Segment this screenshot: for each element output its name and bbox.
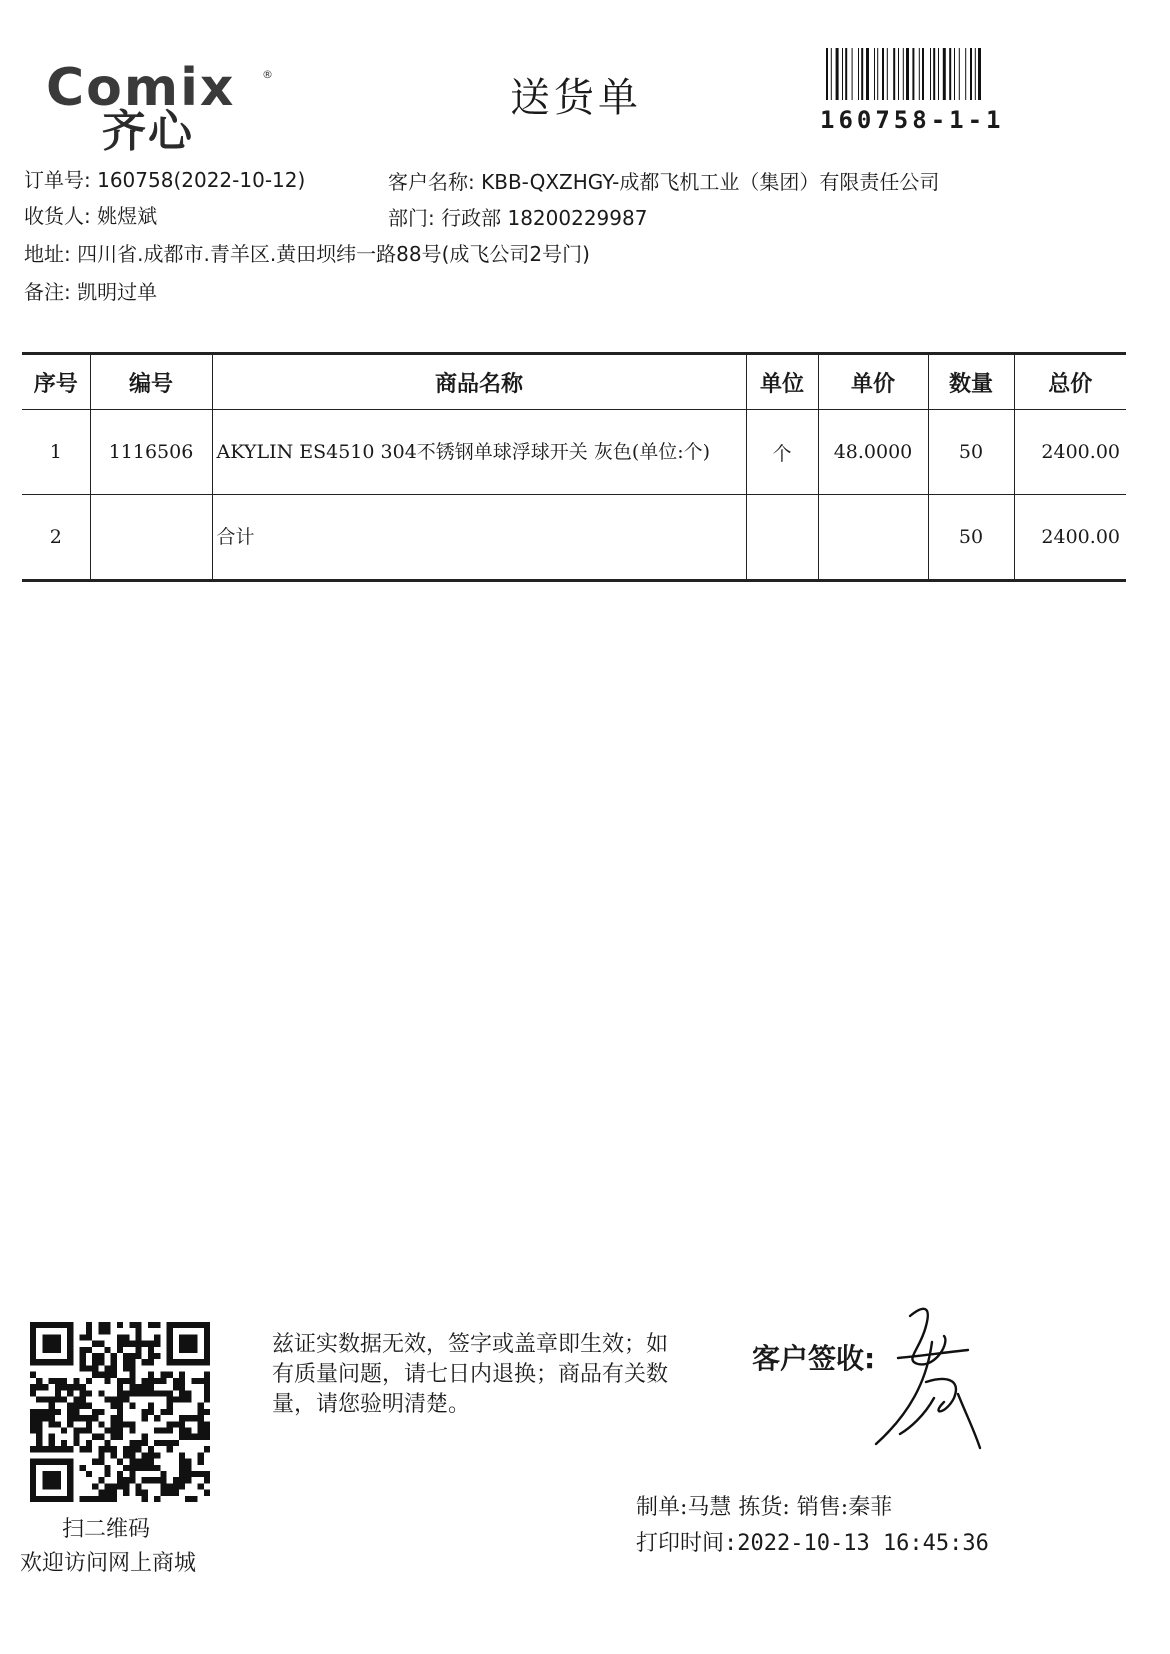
cell-product-name: AKYLIN ES4510 304不锈钢单球浮球开关 灰色(单位:个)	[212, 410, 746, 495]
table-row	[22, 410, 1126, 495]
customer-name-value: KBB-QXZHGY-成都飞机工业（集团）有限责任公司	[481, 170, 940, 194]
customer-name-line	[388, 166, 939, 195]
table-header-row	[22, 354, 1126, 410]
cell-quantity: 50	[928, 410, 1014, 495]
barcode-icon	[826, 48, 1030, 100]
signature-image	[870, 1298, 990, 1458]
qr-caption-scan: 扫二维码	[62, 1517, 151, 1542]
cell-total: 2400.00	[1014, 495, 1126, 581]
cell-unit-price	[818, 495, 928, 581]
staff-line: 制单:马慧 拣货: 销售:秦菲	[636, 1495, 893, 1520]
cell-code	[90, 495, 212, 581]
logo-chinese: 齐心	[102, 106, 194, 157]
department-line	[388, 202, 647, 231]
receiver-label: 收货人:	[24, 204, 91, 228]
cell-seq: 1	[22, 410, 90, 495]
address-value: 四川省.成都市.青羊区.黄田坝纬一路88号(成飞公司2号门)	[77, 242, 590, 266]
header-quantity: 数量	[928, 354, 1014, 410]
header-code: 编号	[90, 354, 212, 410]
header-unit: 单位	[746, 354, 818, 410]
cell-total: 2400.00	[1014, 410, 1126, 495]
table-row	[22, 495, 1126, 581]
header-seq: 序号	[22, 354, 90, 410]
logo-english: Comix	[46, 58, 236, 118]
order-number-value: 160758(2022-10-12)	[97, 168, 306, 192]
print-time: 打印时间:2022-10-13 16:45:36	[636, 1531, 989, 1556]
department-value: 行政部 18200229987	[441, 206, 648, 230]
receiver-line	[24, 200, 157, 229]
customer-name-label: 客户名称:	[388, 170, 475, 194]
cell-code: 1116506	[90, 410, 212, 495]
remark-value: 凯明过单	[77, 280, 158, 304]
comix-logo	[46, 58, 276, 162]
address-line	[24, 238, 590, 267]
cell-product-name: 合计	[212, 495, 746, 581]
cell-unit-price: 48.0000	[818, 410, 928, 495]
header-total: 总价	[1014, 354, 1126, 410]
remark-line	[24, 276, 157, 305]
order-number-label: 订单号:	[24, 168, 91, 192]
notice-text: 兹证实数据无效，签字或盖章即生效；如有质量问题，请七日内退换；商品有关数量，请您验明清楚。	[272, 1332, 669, 1417]
cell-quantity: 50	[928, 495, 1014, 581]
header-unit-price: 单价	[818, 354, 928, 410]
department-label: 部门:	[388, 206, 435, 230]
items-table	[22, 352, 1126, 582]
customer-sign-label: 客户签收:	[752, 1342, 876, 1375]
receiver-value: 姚煜斌	[97, 204, 158, 228]
logo-registered-mark: ®	[262, 68, 273, 81]
address-label: 地址:	[24, 242, 71, 266]
qr-code-icon	[30, 1322, 210, 1502]
cell-seq: 2	[22, 495, 90, 581]
qr-caption-welcome: 欢迎访问网上商城	[20, 1551, 197, 1576]
order-number-line	[24, 164, 305, 193]
document-title: 送货单	[510, 75, 642, 121]
header-product-name: 商品名称	[212, 354, 746, 410]
barcode-number: 160758-1-1	[820, 106, 1005, 134]
cell-unit	[746, 495, 818, 581]
remark-label: 备注:	[24, 280, 71, 304]
cell-unit: 个	[746, 410, 818, 495]
